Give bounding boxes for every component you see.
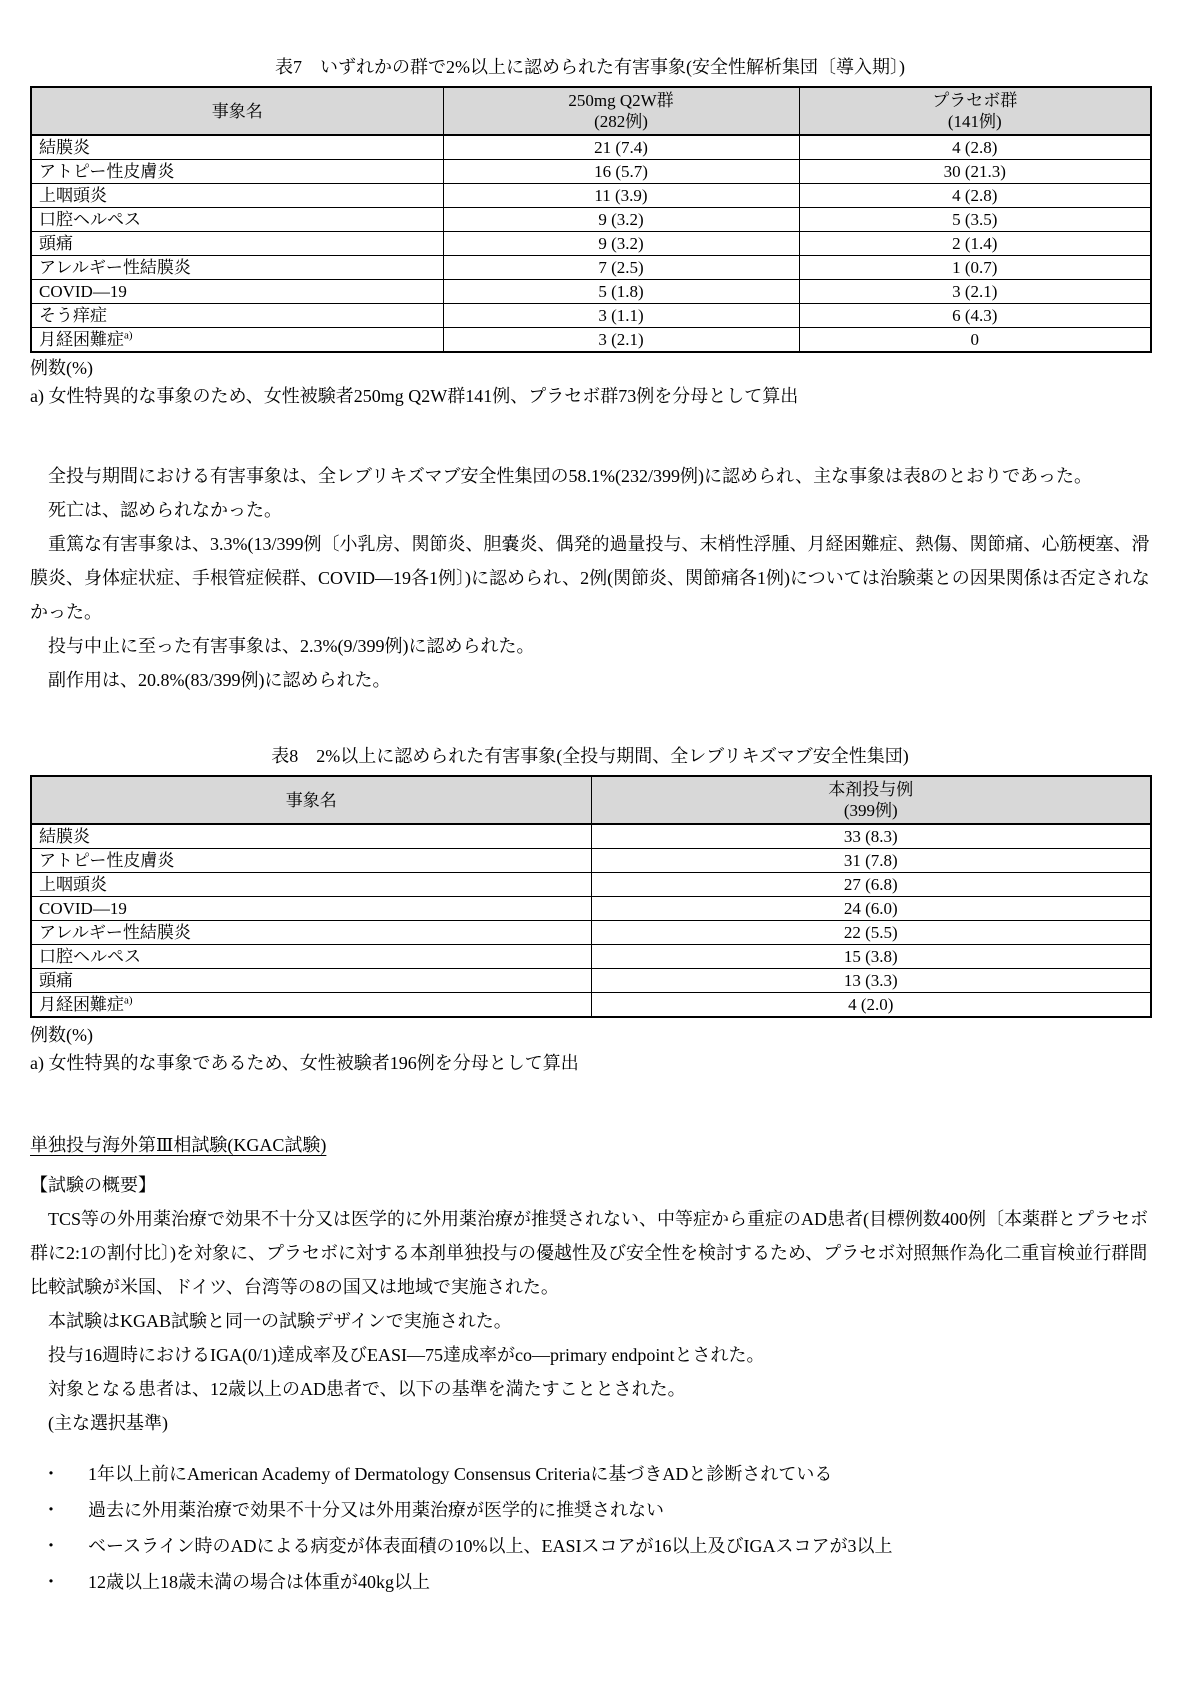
event-name: アトピー性皮膚炎 <box>39 851 175 870</box>
table8-title: 表8 2%以上に認められた有害事象(全投与期間、全レブリキズマブ安全性集団) <box>271 746 909 766</box>
event-name-cell <box>31 328 443 353</box>
table-row <box>31 328 1151 353</box>
drug-value-cell: 24 (6.0) <box>591 897 1151 921</box>
event-name: COVID—19 <box>39 282 127 301</box>
event-name: そう痒症 <box>39 306 107 325</box>
event-name-cell <box>31 304 443 328</box>
table-row <box>31 280 1151 304</box>
body-paragraphs <box>30 459 1150 697</box>
placebo-value-cell: 0 <box>799 328 1151 353</box>
drug-value-cell: 11 (3.9) <box>443 184 799 208</box>
drug-value-cell: 3 (1.1) <box>443 304 799 328</box>
list-item <box>30 1456 1150 1492</box>
footnote-marker: a) <box>124 994 133 1007</box>
paragraph: 投与中止に至った有害事象は、2.3%(9/399例)に認められた。 <box>48 636 535 656</box>
drug-value-cell: 9 (3.2) <box>443 232 799 256</box>
event-name: 月経困難症 <box>39 995 124 1014</box>
table-row <box>31 824 1151 849</box>
selection-criteria-list <box>30 1456 1150 1600</box>
event-name: 口腔ヘルペス <box>39 210 141 229</box>
paragraph: 対象となる患者は、12歳以上のAD患者で、以下の基準を満たすこととされた。 <box>48 1379 686 1399</box>
drug-value-cell: 5 (1.8) <box>443 280 799 304</box>
table-row <box>31 208 1151 232</box>
event-name-cell <box>31 921 591 945</box>
drug-value-cell: 22 (5.5) <box>591 921 1151 945</box>
event-name: 口腔ヘルペス <box>39 947 141 966</box>
paragraph: 本試験はKGAB試験と同一の試験デザインで実施された。 <box>48 1311 512 1331</box>
table7-header-placebo-line1: プラセボ群 <box>932 91 1018 110</box>
event-name-cell <box>31 897 591 921</box>
table7-title: 表7 いずれかの群で2%以上に認められた有害事象(安全性解析集団〔導入期〕) <box>275 57 905 77</box>
table-row <box>31 849 1151 873</box>
paragraph: 副作用は、20.8%(83/399例)に認められた。 <box>48 670 391 690</box>
drug-value-cell: 27 (6.8) <box>591 873 1151 897</box>
table-row <box>31 232 1151 256</box>
placebo-value-cell: 1 (0.7) <box>799 256 1151 280</box>
bullet-icon: ・ <box>42 1572 60 1592</box>
event-name-cell <box>31 280 443 304</box>
drug-value-cell: 33 (8.3) <box>591 824 1151 849</box>
table7-header-placebo-line2: (141例) <box>947 112 1002 131</box>
list-item-text: 過去に外用薬治療で効果不十分又は外用薬治療が医学的に推奨されない <box>88 1500 664 1520</box>
table-row <box>31 135 1151 160</box>
drug-value-cell: 7 (2.5) <box>443 256 799 280</box>
event-name: アレルギー性結膜炎 <box>39 923 191 942</box>
table-row <box>31 256 1151 280</box>
drug-value-cell: 21 (7.4) <box>443 135 799 160</box>
table7-header-row <box>31 87 1151 135</box>
bullet-icon: ・ <box>42 1500 60 1520</box>
event-name: 上咽頭炎 <box>39 186 107 205</box>
list-item-text: 1年以上前にAmerican Academy of Dermatology Consensus Criteriaに基づきADと診断されている <box>88 1464 833 1484</box>
criteria-label: (主な選択基準) <box>48 1413 168 1433</box>
table8-header-row <box>31 776 1151 824</box>
list-item <box>30 1528 1150 1564</box>
table7-count-note: 例数(%) <box>30 358 93 378</box>
event-name: 結膜炎 <box>39 827 90 846</box>
table-row <box>31 897 1151 921</box>
event-name-cell <box>31 256 443 280</box>
drug-value-cell: 16 (5.7) <box>443 160 799 184</box>
table7-header-placebo-group <box>799 87 1151 135</box>
table8-adverse-events <box>30 775 1152 1018</box>
placebo-value-cell: 4 (2.8) <box>799 184 1151 208</box>
bullet-icon: ・ <box>42 1464 60 1484</box>
table7-header-drug-line2: (282例) <box>594 112 648 131</box>
kgac-paragraphs <box>30 1202 1150 1440</box>
placebo-value-cell: 6 (4.3) <box>799 304 1151 328</box>
event-name: 頭痛 <box>39 971 73 990</box>
event-name: 月経困難症 <box>39 330 124 349</box>
section-heading-kgac-label: 単独投与海外第Ⅲ相試験(KGAC試験) <box>30 1135 327 1155</box>
event-name-cell <box>31 160 443 184</box>
event-name-cell <box>31 969 591 993</box>
table-row <box>31 873 1151 897</box>
drug-value-cell: 13 (3.3) <box>591 969 1151 993</box>
placebo-value-cell: 30 (21.3) <box>799 160 1151 184</box>
event-name: 結膜炎 <box>39 138 90 157</box>
event-name: アレルギー性結膜炎 <box>39 258 191 277</box>
placebo-value-cell: 2 (1.4) <box>799 232 1151 256</box>
event-name: 頭痛 <box>39 234 73 253</box>
table-row <box>31 945 1151 969</box>
drug-value-cell: 31 (7.8) <box>591 849 1151 873</box>
study-overview-label: 【試験の概要】 <box>30 1175 156 1195</box>
table7-adverse-events <box>30 86 1152 353</box>
table8-header-event: 事象名 <box>31 776 591 824</box>
list-item-text: ベースライン時のADによる病変が体表面積の10%以上、EASIスコアが16以上及びIGAスコアが3以上 <box>88 1536 893 1556</box>
table8-header-drug-line2: (399例) <box>843 801 898 820</box>
drug-value-cell: 15 (3.8) <box>591 945 1151 969</box>
table-row <box>31 304 1151 328</box>
paragraph: 投与16週時におけるIGA(0/1)達成率及びEASI—75達成率がco—primary endpointとされた。 <box>48 1345 765 1365</box>
event-name-cell <box>31 849 591 873</box>
section-heading-kgac <box>30 1132 1150 1158</box>
event-name: 上咽頭炎 <box>39 875 107 894</box>
table8-count-note: 例数(%) <box>30 1025 93 1045</box>
drug-value-cell: 3 (2.1) <box>443 328 799 353</box>
event-name-cell <box>31 824 591 849</box>
drug-value-cell: 9 (3.2) <box>443 208 799 232</box>
table8-header-drug-group <box>591 776 1151 824</box>
table8-header-drug-line1: 本剤投与例 <box>828 780 914 799</box>
table8-notes <box>30 1022 1150 1076</box>
table-row <box>31 969 1151 993</box>
event-name-cell <box>31 208 443 232</box>
paragraph: 死亡は、認められなかった。 <box>48 500 282 520</box>
table7-header-drug-group <box>443 87 799 135</box>
table-row <box>31 993 1151 1018</box>
table7-footnote: a) 女性特異的な事象のため、女性被験者250mg Q2W群141例、プラセボ群73例を分母として算出 <box>30 386 799 406</box>
placebo-value-cell: 4 (2.8) <box>799 135 1151 160</box>
event-name: アトピー性皮膚炎 <box>39 162 175 181</box>
drug-value-cell: 4 (2.0) <box>591 993 1151 1018</box>
event-name-cell <box>31 232 443 256</box>
list-item <box>30 1564 1150 1600</box>
footnote-marker: a) <box>124 329 133 342</box>
event-name-cell <box>31 135 443 160</box>
table8-footnote: a) 女性特異的な事象であるため、女性被験者196例を分母として算出 <box>30 1053 579 1073</box>
placebo-value-cell: 3 (2.1) <box>799 280 1151 304</box>
event-name-cell <box>31 993 591 1018</box>
event-name: COVID—19 <box>39 899 127 918</box>
placebo-value-cell: 5 (3.5) <box>799 208 1151 232</box>
list-item <box>30 1492 1150 1528</box>
paragraph: TCS等の外用薬治療で効果不十分又は医学的に外用薬治療が推奨されない、中等症から重症のAD患者(目標例数400例〔本薬群とプラセボ群に2:1の割付比〕)を対象に、プラセボに対する本剤単独投与の優越性及び安全性を検討するため、プラセボ対照無作為化二重盲検並行群間比較試験が米国、ドイツ、台湾等の8の国又は地域で実施された。 <box>30 1209 1148 1297</box>
paragraph: 重篤な有害事象は、3.3%(13/399例〔小乳房、関節炎、胆嚢炎、偶発的過量投与、末梢性浮腫、月経困難症、熱傷、関節痛、心筋梗塞、滑膜炎、身体症状症、手根管症候群、COVID—19各1例〕)に認められ、2例(関節炎、関節痛各1例)については治験薬との因果関係は否定されなかった。 <box>30 534 1150 622</box>
table7-header-event: 事象名 <box>31 87 443 135</box>
paragraph: 全投与期間における有害事象は、全レブリキズマブ安全性集団の58.1%(232/399例)に認められ、主な事象は表8のとおりであった。 <box>48 466 1092 486</box>
event-name-cell <box>31 873 591 897</box>
event-name-cell <box>31 184 443 208</box>
list-item-text: 12歳以上18歳未満の場合は体重が40kg以上 <box>88 1572 430 1592</box>
table-row <box>31 921 1151 945</box>
table7-header-drug-line1: 250mg Q2W群 <box>568 91 674 110</box>
bullet-icon: ・ <box>42 1536 60 1556</box>
table-row <box>31 184 1151 208</box>
table-row <box>31 160 1151 184</box>
event-name-cell <box>31 945 591 969</box>
